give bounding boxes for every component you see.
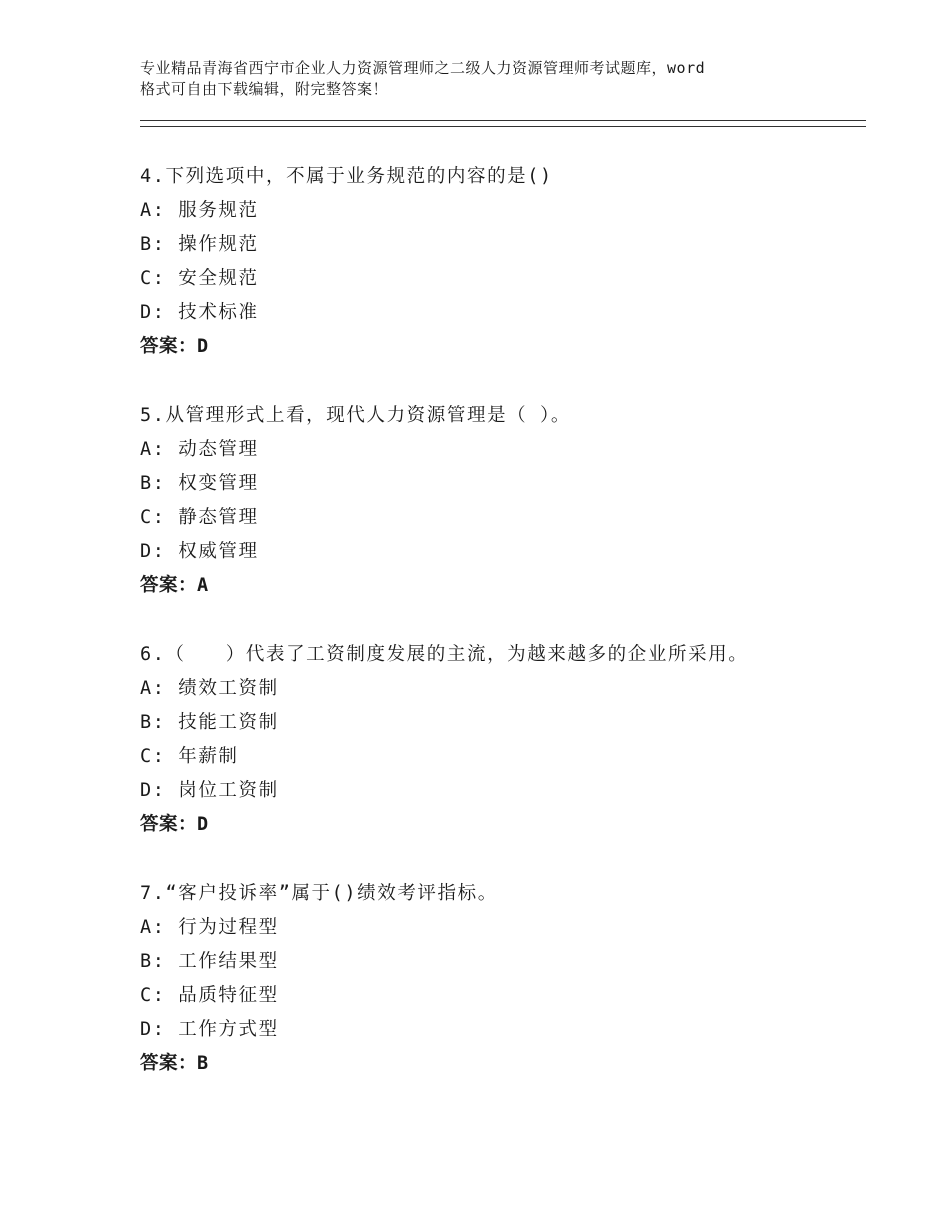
header-line-2: 格式可自由下载编辑，附完整答案！: [140, 80, 389, 98]
option-b: B: 工作结果型: [140, 951, 279, 972]
option-a: A: 动态管理: [140, 439, 259, 460]
option-d: D: 权威管理: [140, 541, 259, 562]
option-b: B: 技能工资制: [140, 712, 279, 733]
answer-line: 答案：D: [140, 336, 209, 357]
answer-line: 答案：B: [140, 1053, 209, 1074]
header-line-1: 专业精品青海省西宁市企业人力资源管理师之二级人力资源管理师考试题库，word: [140, 59, 706, 77]
option-a: A: 行为过程型: [140, 917, 279, 938]
question-title: 7.“客户投诉率”属于()绩效考评指标。: [140, 883, 498, 904]
answer-line: 答案：D: [140, 814, 209, 835]
option-c: C: 静态管理: [140, 507, 259, 528]
option-b: B: 操作规范: [140, 234, 259, 255]
question-block-5: [140, 399, 866, 603]
option-d: D: 岗位工资制: [140, 780, 279, 801]
option-c: C: 品质特征型: [140, 985, 279, 1006]
question-block-4: [140, 160, 866, 364]
option-c: C: 年薪制: [140, 746, 239, 767]
question-block-7: [140, 877, 866, 1081]
question-title: 5.从管理形式上看，现代人力资源管理是（ ）。: [140, 405, 571, 426]
answer-line: 答案：A: [140, 575, 209, 596]
option-d: D: 技术标准: [140, 302, 259, 323]
document-header: [140, 58, 840, 100]
question-title: 6.（ ）代表了工资制度发展的主流，为越来越多的企业所采用。: [140, 644, 749, 665]
option-b: B: 权变管理: [140, 473, 259, 494]
option-c: C: 安全规范: [140, 268, 259, 289]
option-a: A: 绩效工资制: [140, 678, 279, 699]
header-divider: [140, 120, 866, 127]
option-d: D: 工作方式型: [140, 1019, 279, 1040]
question-title: 4.下列选项中，不属于业务规范的内容的是(): [140, 166, 553, 187]
question-block-6: [140, 638, 866, 842]
option-a: A: 服务规范: [140, 200, 259, 221]
